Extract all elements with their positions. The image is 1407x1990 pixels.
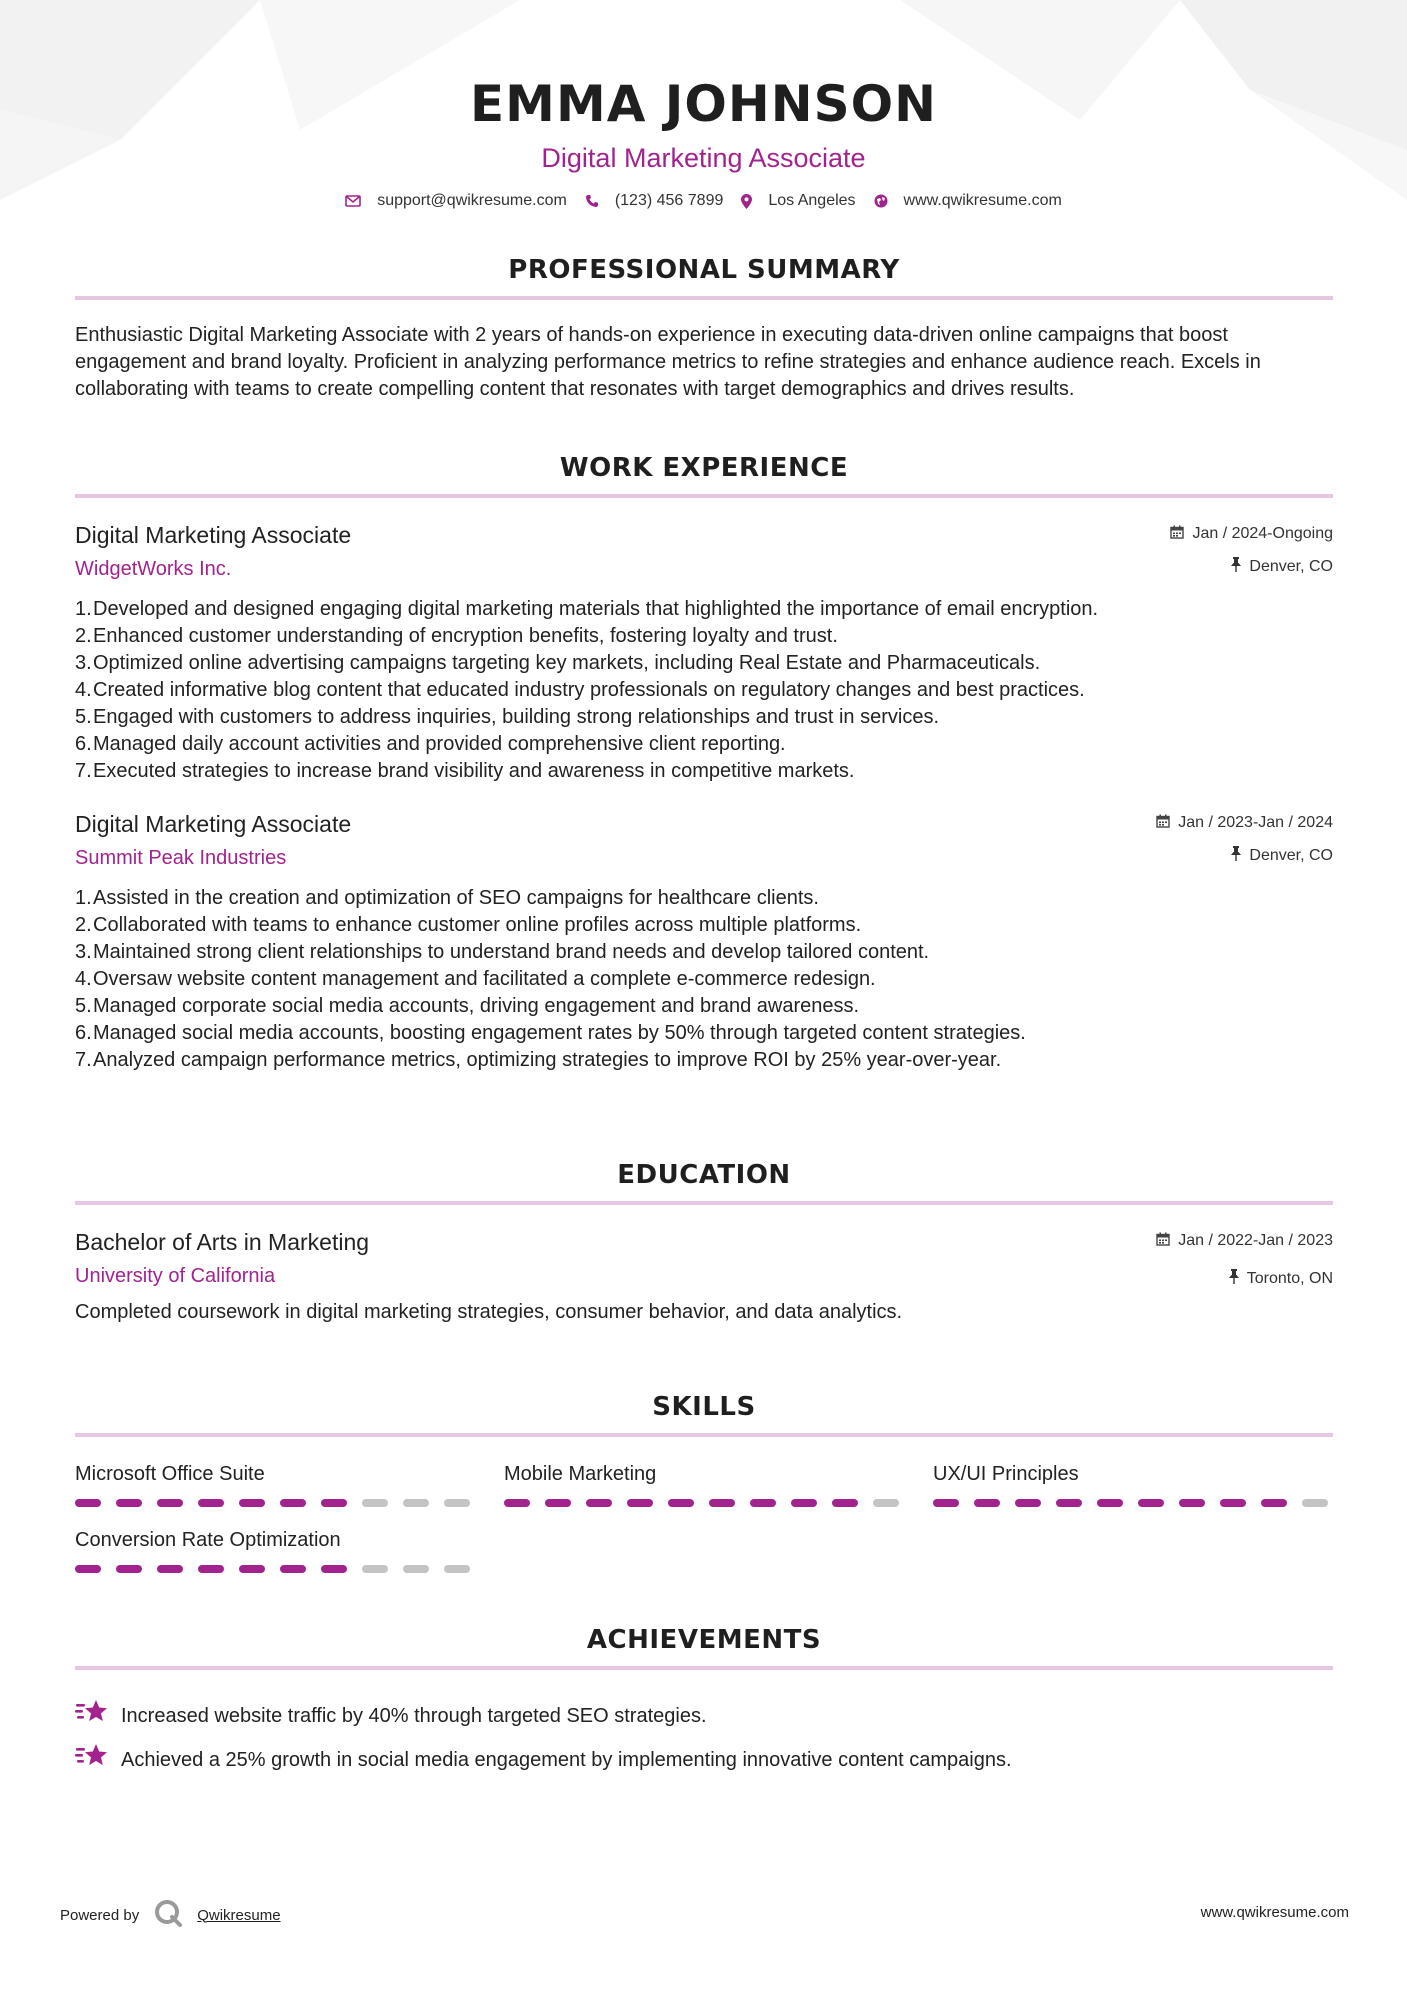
skill-segment-filled: [1261, 1499, 1287, 1507]
job-dates: [1170, 524, 1333, 544]
skill-rating-bar: [75, 1565, 475, 1573]
list-item: 4. Created informative blog content that educated industry professionals on regulatory changes and best practices.: [75, 679, 1085, 701]
skill-segment-empty: [362, 1499, 388, 1507]
calendar-icon: [1156, 1232, 1170, 1251]
school-name: University of California: [75, 1265, 276, 1287]
email-text: support@qwikresume.com: [377, 192, 567, 209]
list-item: 2. Enhanced customer understanding of encryption benefits, fostering loyalty and trust.: [75, 625, 838, 647]
candidate-name: EMMA JOHNSON: [470, 75, 937, 133]
skill-segment-filled: [116, 1499, 142, 1507]
pushpin-icon: [1229, 1269, 1239, 1289]
map-pin-icon: [741, 194, 752, 209]
skill-segment-filled: [750, 1499, 776, 1507]
section-divider: [75, 1201, 1333, 1205]
job-title: Digital Marketing Associate: [75, 811, 352, 837]
job-location: [1156, 846, 1333, 866]
experience-heading: WORK EXPERIENCE: [559, 453, 849, 483]
skill-segment-empty: [444, 1499, 470, 1507]
skill-segment-filled: [280, 1565, 306, 1573]
skill-name: Microsoft Office Suite: [75, 1463, 265, 1485]
job-meta: [1156, 813, 1333, 866]
skill-segment-filled: [545, 1499, 571, 1507]
skill-segment-filled: [1097, 1499, 1123, 1507]
skill-segment-filled: [1138, 1499, 1164, 1507]
contact-phone[interactable]: [585, 192, 724, 210]
achievements-section: [75, 1624, 1333, 1782]
skill-segment-filled: [791, 1499, 817, 1507]
education-section: [75, 1159, 1333, 1326]
contact-email[interactable]: [345, 192, 567, 210]
skills-grid: [75, 1461, 1333, 1573]
calendar-icon: [1156, 814, 1170, 833]
education-description: Completed coursework in digital marketing strategies, consumer behavior, and data analytics.: [75, 1301, 903, 1323]
phone-text: (123) 456 7899: [614, 192, 724, 209]
skill-segment-filled: [586, 1499, 612, 1507]
skill-segment-filled: [321, 1565, 347, 1573]
resume-header: [0, 72, 1407, 210]
skill-segment-filled: [157, 1565, 183, 1573]
skill-segment-filled: [1015, 1499, 1041, 1507]
job-entry: [75, 809, 1333, 1074]
skill-segment-filled: [832, 1499, 858, 1507]
contact-website[interactable]: [874, 192, 1062, 210]
skill-item: [75, 1527, 475, 1573]
education-heading: EDUCATION: [617, 1160, 791, 1190]
skill-segment-filled: [75, 1499, 101, 1507]
envelope-icon: [345, 195, 361, 207]
job-bullets: [75, 885, 1333, 1074]
education-location: [1156, 1269, 1333, 1289]
skills-heading: SKILLS: [652, 1392, 756, 1422]
achievement-text: Achieved a 25% growth in social media engagement by implementing innovative content campaigns.: [121, 1748, 1012, 1771]
pushpin-icon: [1231, 557, 1241, 577]
degree-title: Bachelor of Arts in Marketing: [75, 1229, 370, 1255]
skill-rating-bar: [933, 1499, 1333, 1507]
job-dates-text: Jan / 2024-Ongoing: [1192, 525, 1333, 542]
brand-link[interactable]: Qwikresume: [197, 1906, 281, 1924]
job-location-text: Denver, CO: [1249, 847, 1333, 864]
skill-name: Mobile Marketing: [504, 1463, 657, 1485]
skill-rating-bar: [504, 1499, 904, 1507]
skill-segment-filled: [1220, 1499, 1246, 1507]
skill-segment-filled: [627, 1499, 653, 1507]
list-item: 3. Maintained strong client relationships to understand brand needs and develop tailored content.: [75, 941, 930, 963]
section-divider: [75, 296, 1333, 300]
list-item: 7. Executed strategies to increase brand visibility and awareness in competitive markets.: [75, 760, 855, 782]
skill-item: [75, 1461, 475, 1507]
job-bullets: [75, 596, 1333, 785]
skill-segment-filled: [116, 1565, 142, 1573]
skill-name: Conversion Rate Optimization: [75, 1529, 341, 1551]
achievement-text: Increased website traffic by 40% through targeted SEO strategies.: [121, 1704, 707, 1727]
skill-segment-filled: [974, 1499, 1000, 1507]
job-meta: [1170, 524, 1333, 577]
job-location-text: Denver, CO: [1249, 558, 1333, 575]
skills-section: [75, 1391, 1333, 1573]
job-dates-text: Jan / 2023-Jan / 2024: [1178, 814, 1333, 831]
job-company: WidgetWorks Inc.: [75, 558, 232, 580]
skill-segment-empty: [1302, 1499, 1328, 1507]
achievement-item: [75, 1694, 1333, 1738]
skill-segment-empty: [873, 1499, 899, 1507]
education-meta: [1156, 1231, 1333, 1289]
education-dates: [1156, 1231, 1333, 1251]
skill-rating-bar: [75, 1499, 475, 1507]
contact-bar: [0, 192, 1407, 210]
skill-segment-filled: [157, 1499, 183, 1507]
phone-icon: [585, 194, 599, 208]
shooting-star-icon: [75, 1698, 109, 1734]
pushpin-icon: [1231, 846, 1241, 866]
job-title: Digital Marketing Associate: [75, 522, 352, 548]
qwikresume-logo-icon: [153, 1898, 183, 1932]
skill-segment-filled: [198, 1565, 224, 1573]
section-divider: [75, 1433, 1333, 1437]
powered-by: [60, 1898, 281, 1932]
education-entry: [75, 1227, 1333, 1326]
achievements-list: [75, 1694, 1333, 1782]
calendar-icon: [1170, 525, 1184, 544]
website-text: www.qwikresume.com: [903, 192, 1062, 209]
list-item: 2. Collaborated with teams to enhance customer online profiles across multiple platforms.: [75, 914, 862, 936]
shooting-star-icon: [75, 1742, 109, 1778]
skill-segment-filled: [504, 1499, 530, 1507]
skill-segment-filled: [198, 1499, 224, 1507]
skill-segment-filled: [709, 1499, 735, 1507]
list-item: 6. Managed social media accounts, boosting engagement rates by 50% through targeted content strategies.: [75, 1022, 1026, 1044]
skill-segment-filled: [1056, 1499, 1082, 1507]
skill-segment-empty: [444, 1565, 470, 1573]
list-item: 5. Engaged with customers to address inquiries, building strong relationships and trust in services.: [75, 706, 939, 728]
skill-segment-filled: [668, 1499, 694, 1507]
job-dates: [1156, 813, 1333, 833]
education-dates-text: Jan / 2022-Jan / 2023: [1178, 1232, 1333, 1249]
skill-segment-empty: [403, 1499, 429, 1507]
list-item: 4. Oversaw website content management and facilitated a complete e-commerce redesign.: [75, 968, 876, 990]
achievements-heading: ACHIEVEMENTS: [586, 1625, 822, 1655]
list-item: 5. Managed corporate social media accounts, driving engagement and brand awareness.: [75, 995, 860, 1017]
summary-text: Enthusiastic Digital Marketing Associate with 2 years of hands-on experience in executing data-driven online campaigns that boost engagement and brand loyalty. Proficient in analyzing performance metrics to refine strategies and enhance audience reach. Excels in collaborating with teams to create compelling content that resonates with target demographics and drives results.: [75, 324, 1261, 400]
education-location-text: Toronto, ON: [1246, 1270, 1333, 1287]
skill-item: [504, 1461, 904, 1507]
skill-segment-empty: [403, 1565, 429, 1573]
summary-heading: PROFESSIONAL SUMMARY: [508, 255, 900, 285]
skill-segment-filled: [1179, 1499, 1205, 1507]
summary-section: [75, 254, 1333, 403]
skill-segment-empty: [362, 1565, 388, 1573]
powered-by-label: Powered by: [60, 1906, 140, 1924]
candidate-title: Digital Marketing Associate: [541, 143, 866, 173]
location-text: Los Angeles: [768, 192, 856, 209]
page-footer: [0, 1896, 1407, 1936]
achievement-item: [75, 1738, 1333, 1782]
section-divider: [75, 494, 1333, 498]
skill-name: UX/UI Principles: [933, 1463, 1079, 1485]
skill-segment-filled: [321, 1499, 347, 1507]
list-item: 7. Analyzed campaign performance metrics, optimizing strategies to improve ROI by 25% year-over-year.: [75, 1049, 1002, 1071]
section-divider: [75, 1666, 1333, 1670]
list-item: 6. Managed daily account activities and provided comprehensive client reporting.: [75, 733, 786, 755]
globe-icon: [874, 194, 888, 208]
skill-segment-filled: [239, 1499, 265, 1507]
experience-section: [75, 452, 1333, 1074]
skill-item: [933, 1461, 1333, 1507]
job-entry: [75, 520, 1333, 785]
skill-segment-filled: [239, 1565, 265, 1573]
list-item: 3. Optimized online advertising campaigns targeting key markets, including Real Estate and Pharmaceuticals.: [75, 652, 1041, 674]
job-company: Summit Peak Industries: [75, 847, 287, 869]
list-item: 1. Developed and designed engaging digital marketing materials that highlighted the importance of email encryption.: [75, 598, 1099, 620]
contact-location: [741, 192, 855, 210]
skill-segment-filled: [75, 1565, 101, 1573]
skill-segment-filled: [280, 1499, 306, 1507]
skill-segment-filled: [933, 1499, 959, 1507]
footer-url[interactable]: www.qwikresume.com: [1200, 1904, 1349, 1921]
list-item: 1. Assisted in the creation and optimization of SEO campaigns for healthcare clients.: [75, 887, 819, 909]
job-location: [1170, 557, 1333, 577]
